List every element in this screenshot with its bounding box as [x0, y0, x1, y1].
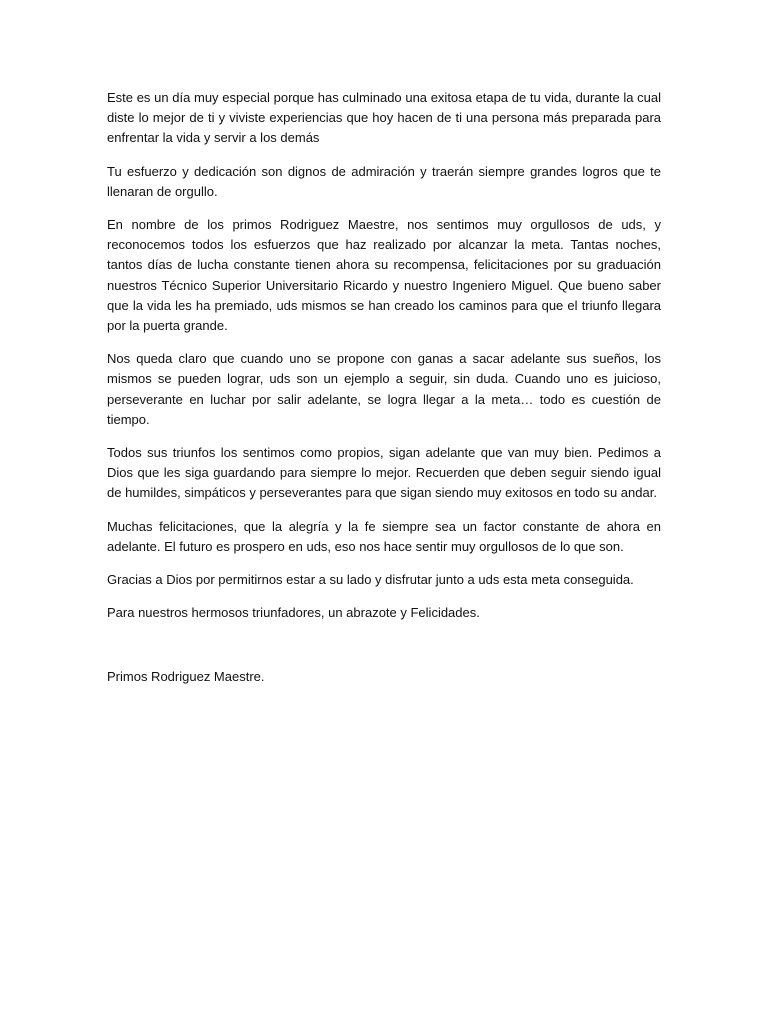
paragraph-family-pride: En nombre de los primos Rodriguez Maestre, nos sentimos muy orgullosos de uds, y reconocemos todos los esfuerzos que haz realizado por alcanzar la meta. Tantas noches, tantos días de lucha constante tienen ahora su recompensa, felicitaciones por su graduación nuestros Técnico Superior Universitario Ricardo y nuestro Ingeniero Miguel. Que bueno saber que la vida les ha premiado, uds mismos se han creado los caminos para que el triunfo llegara por la puerta grande. [107, 217, 661, 334]
document-page [107, 88, 661, 688]
paragraph-gracias: Gracias a Dios por permitirnos estar a su lado y disfrutar junto a uds esta meta conseguida. [107, 572, 634, 588]
signature: Primos Rodriguez Maestre. [107, 669, 265, 685]
paragraph-congratulation-intro: Este es un día muy especial porque has culminado una exitosa etapa de tu vida, durante la cual diste lo mejor de ti y viviste experiencias que hoy hacen de ti una persona más preparada para enfrentar la vida y servir a los demás [107, 90, 661, 146]
paragraph-effort: Tu esfuerzo y dedicación son dignos de admiración y traerán siempre grandes logros que te llenaran de orgullo. [107, 163, 661, 199]
paragraph-triumphs: Todos sus triunfos los sentimos como propios, sigan adelante que van muy bien. Pedimos a Dios que les siga guardando para siempre lo mejor. Recuerden que deben seguir siendo igual de humildes, simpáticos y perseverantes para que sigan siendo muy exitosos en todo su andar. [107, 445, 661, 501]
paragraph-abrazote: Para nuestros hermosos triunfadores, un abrazote y Felicidades. [107, 605, 480, 621]
paragraph-dreams: Nos queda claro que cuando uno se propone con ganas a sacar adelante sus sueños, los mismos se pueden lograr, uds son un ejemplo a seguir, sin duda. Cuando uno es juicioso, perseverante en luchar por salir adelante, se logra llegar a la meta… todo es cuestión de tiempo. [107, 351, 661, 427]
paragraph-felicitaciones: Muchas felicitaciones, que la alegría y la fe siempre sea un factor constante de ahora en adelante. El futuro es prospero en uds, eso nos hace sentir muy orgullosos de lo que son. [107, 518, 661, 554]
